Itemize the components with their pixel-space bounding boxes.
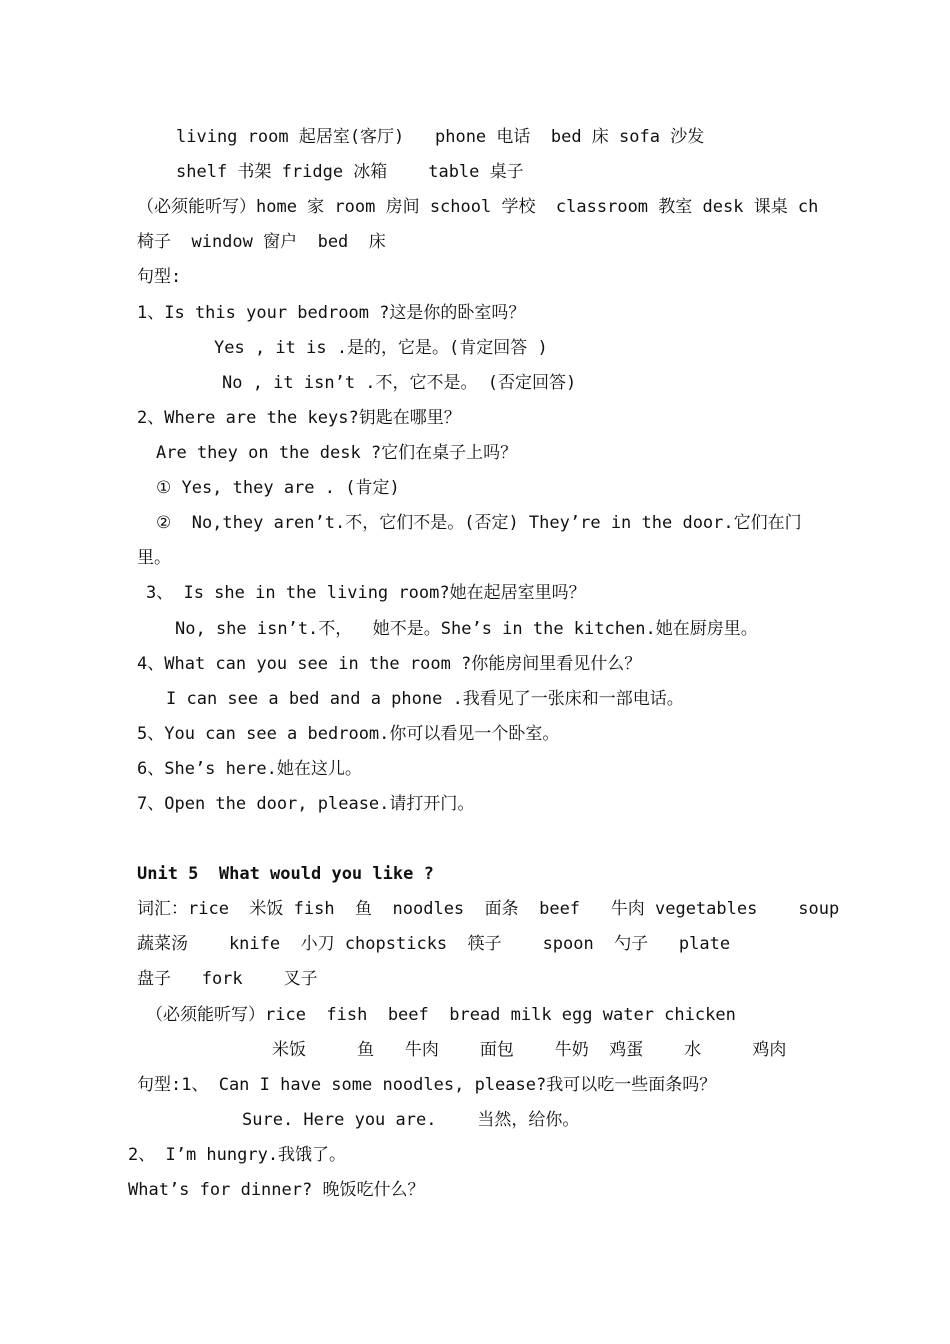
pattern-1-yes: Yes , it is .是的，它是。(肯定回答 )	[214, 338, 548, 358]
pattern-2-no: ② No,they aren’t.不，它们不是。(否定) They’re in the door.它们在门	[156, 513, 802, 533]
unit-5-pattern-2-question: What’s for dinner? 晚饭吃什么？	[128, 1180, 425, 1200]
pattern-4-answer: I can see a bed and a phone .我看见了一张床和一部电话。	[166, 689, 684, 709]
unit-5-vocab-line-2: 蔬菜汤 knife 小刀 chopsticks 筷子 spoon 勺子 plate	[137, 934, 731, 954]
vocab-line-2: shelf 书架 fridge 冰箱 table 桌子	[176, 162, 524, 182]
pattern-2-no-continued: 里。	[137, 548, 171, 568]
dictation-line-1: （必须能听写）home 家 room 房间 school 学校 classroom 教室 desk 课桌 ch	[137, 197, 819, 217]
pattern-2-question: 2、Where are the keys?钥匙在哪里？	[137, 408, 461, 428]
unit-5-dictation-words: （必须能听写）rice fish beef bread milk egg water chicken	[146, 1005, 736, 1025]
pattern-1-no: No , it isn’t .不，它不是。 (否定回答)	[222, 373, 577, 393]
unit-5-heading: Unit 5 What would you like ?	[137, 864, 434, 884]
pattern-4-question: 4、What can you see in the room ?你能房间里看见什么？	[137, 654, 642, 674]
unit-5-vocab-line-1: 词汇：rice 米饭 fish 鱼 noodles 面条 beef 牛肉 vegetables soup	[137, 899, 840, 919]
pattern-7: 7、Open the door, please.请打开门。	[137, 794, 475, 814]
pattern-2-yes: ① Yes, they are . (肯定)	[156, 478, 400, 498]
unit-5-pattern-2: 2、 I’m hungry.我饿了。	[128, 1145, 347, 1165]
unit-5-pattern-1-answer: Sure. Here you are. 当然，给你。	[242, 1110, 580, 1130]
pattern-5: 5、You can see a bedroom.你可以看见一个卧室。	[137, 724, 560, 744]
unit-5-dictation-meanings: 米饭 鱼 牛肉 面包 牛奶 鸡蛋 水 鸡肉	[272, 1040, 787, 1060]
unit-5-pattern-1-question: 句型:1、 Can I have some noodles, please?我可以吃一些面条吗？	[137, 1075, 717, 1095]
unit-5-vocab-line-3: 盘子 fork 叉子	[137, 969, 318, 989]
pattern-3-answer: No, she isn’t.不， 她不是。She’s in the kitchen.她在厨房里。	[175, 619, 758, 639]
pattern-2-follow-up: Are they on the desk ?它们在桌子上吗？	[156, 443, 518, 463]
pattern-3-question: 3、 Is she in the living room?她在起居室里吗？	[146, 583, 586, 603]
pattern-1-question: 1、Is this your bedroom ?这是你的卧室吗？	[137, 303, 526, 323]
vocab-line-1: living room 起居室(客厅) phone 电话 bed 床 sofa 沙发	[176, 127, 705, 147]
sentence-patterns-heading: 句型:	[137, 267, 182, 287]
pattern-6: 6、She’s here.她在这儿。	[137, 759, 362, 779]
dictation-line-2: 椅子 window 窗户 bed 床	[137, 232, 386, 252]
